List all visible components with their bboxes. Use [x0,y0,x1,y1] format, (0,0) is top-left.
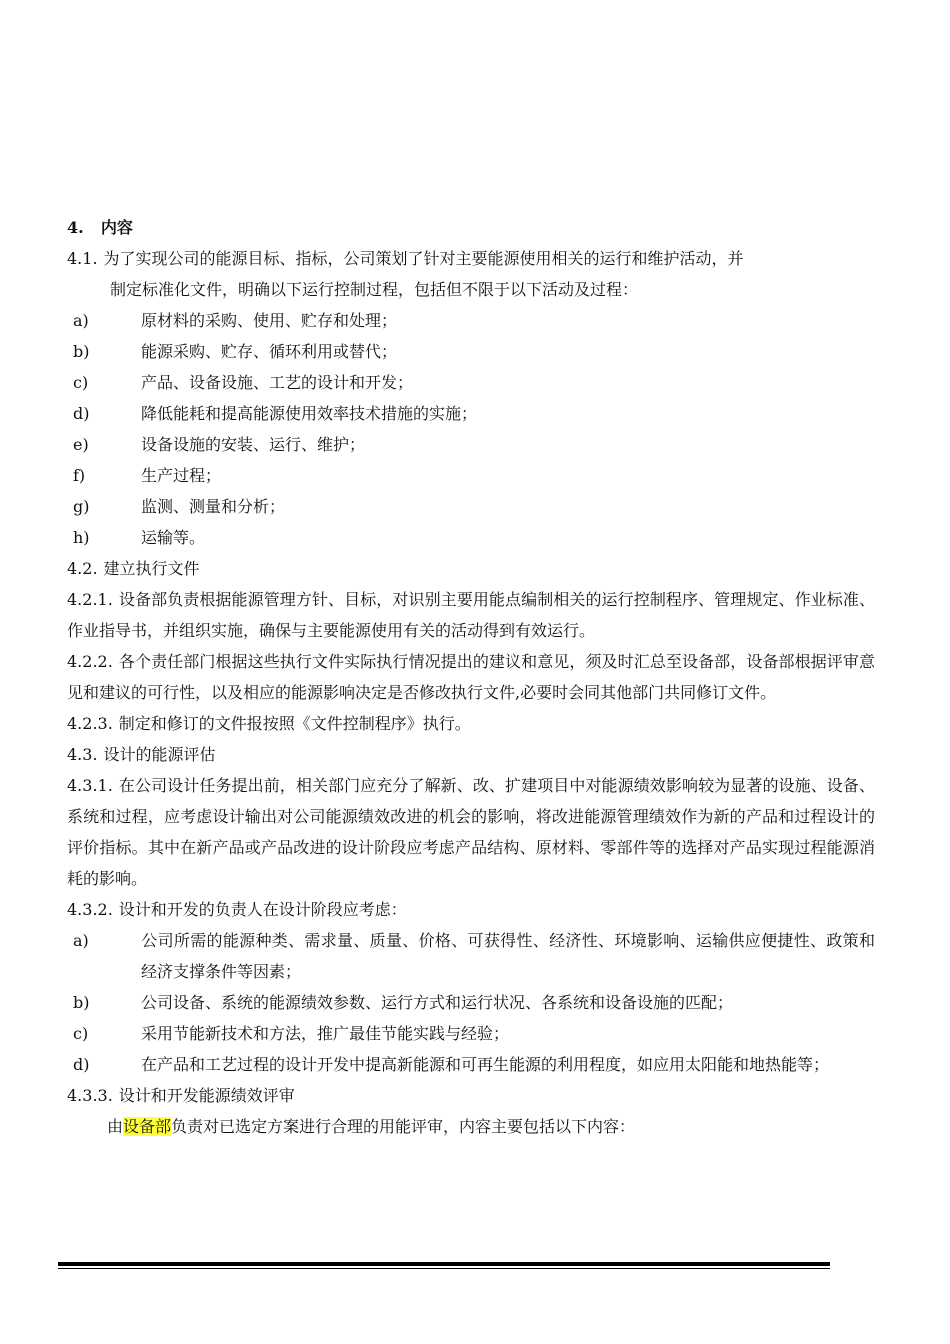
list-item: f) 生产过程； [73,466,222,485]
clause-4-2-1: 4.2.1. 设备部负责根据能源管理方针、目标，对识别主要用能点编制相关的运行控制程序、管理规定、作业标准、作业指导书，并组织实施，确保与主要能源使用有关的活动得到有效运行。 [67,590,875,640]
list-item: g) 监测、测量和分析； [73,497,286,516]
clause-4-3-2-list [67,925,875,1080]
list-item: b) 公司设备、系统的能源绩效参数、运行方式和运行状况、各系统和设备设施的匹配； [73,993,734,1012]
list-item: d) 在产品和工艺过程的设计开发中提高新能源和可再生能源的利用程度，如应用太阳能和地热能等； [73,1055,830,1074]
list-item: b) 能源采购、贮存、循环利用或替代； [73,342,398,361]
list-item: d) 降低能耗和提高能源使用效率技术措施的实施； [73,404,478,423]
heading-title: 内容 [100,218,133,237]
clause-4-3-3: 4.3.3. 设计和开发能源绩效评审 [67,1086,295,1105]
heading-number: 4. [67,218,84,237]
clause-4-1-list [67,305,875,553]
clause-4-3-2: 4.3.2. 设计和开发的负责人在设计阶段应考虑： [67,900,407,919]
list-item: h) 运输等。 [73,528,206,547]
list-item: e) 设备设施的安装、运行、维护； [73,435,366,454]
document-body [67,212,875,1142]
list-item: c) 采用节能新技术和方法，推广最佳节能实践与经验； [73,1024,510,1043]
footer-rule-thin [58,1268,830,1269]
clause-4-3-title: 4.3. 设计的能源评估 [67,745,216,764]
clause-4-2-2: 4.2.2. 各个责任部门根据这些执行文件实际执行情况提出的建议和意见，须及时汇总至设备部，设备部根据评审意见和建议的可行性，以及相应的能源影响决定是否修改执行文件,必要时会同其他部门共同修订文件。 [67,652,875,702]
list-item: a) 原材料的采购、使用、贮存和处理； [73,311,398,330]
clause-4-1-line2: 制定标准化文件，明确以下运行控制过程，包括但不限于以下活动及过程： [110,280,639,299]
clause-4-2-title: 4.2. 建立执行文件 [67,559,200,578]
section-heading [67,212,875,243]
clause-4-3-1: 4.3.1. 在公司设计任务提出前，相关部门应充分了解新、改、扩建项目中对能源绩效影响较为显著的设施、设备、系统和过程，应考虑设计输出对公司能源绩效改进的机会的影响，将改进能源管理绩效作为新的产品和过程设计的评价指标。其中在新产品或产品改进的设计阶段应考虑产品结构、原材料、零部件等的选择对产品实现过程能源消耗的影响。 [67,776,875,888]
clause-4-1-line1: 4.1. 为了实现公司的能源目标、指标，公司策划了针对主要能源使用相关的运行和维护活动，并 [67,249,744,268]
footer-rule-thick [58,1262,830,1266]
list-item: a) 公司所需的能源种类、需求量、质量、价格、可获得性、经济性、环境影响、运输供应便捷性、政策和经济支撑条件等因素； [73,931,875,981]
clause-4-3-3-body: 由设备部负责对已选定方案进行合理的用能评审，内容主要包括以下内容： [107,1117,636,1136]
clause-4-2-3: 4.2.3. 制定和修订的文件报按照《文件控制程序》执行。 [67,714,471,733]
list-item: c) 产品、设备设施、工艺的设计和开发； [73,373,414,392]
highlighted-department: 设备部 [123,1117,172,1136]
